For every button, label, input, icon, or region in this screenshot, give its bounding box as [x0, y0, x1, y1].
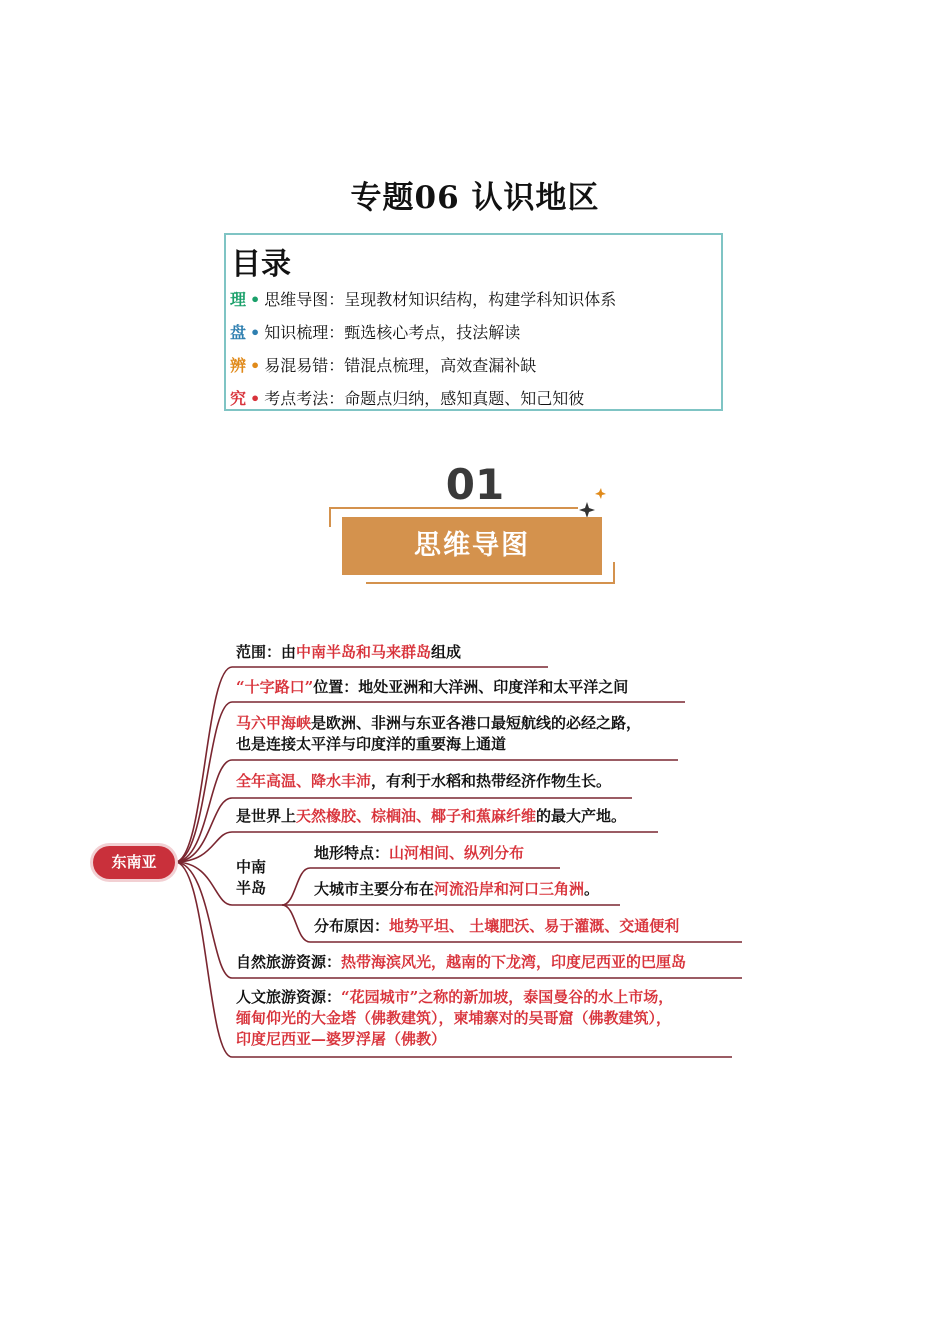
node-highlight: 地势平坦、 土壤肥沃、易于灌溉、交通便利 — [389, 917, 680, 935]
node-peninsula[interactable] — [236, 857, 266, 899]
node-text: 组成 — [431, 643, 462, 661]
node-text: 。 — [584, 880, 600, 898]
toc-key: 盘 — [230, 323, 247, 342]
toc-key: 究 — [230, 389, 247, 408]
node-highlight: 印度尼西亚—婆罗浮屠（佛教） — [236, 1030, 447, 1048]
node-text: 的最大产地。 — [536, 807, 627, 825]
node-highlight: “花园城市”之称的新加坡，泰国曼谷的水上市场， — [341, 988, 674, 1006]
node-terrain[interactable] — [314, 843, 524, 864]
toc-bullet: • — [250, 389, 261, 408]
node-text: 半岛 — [236, 879, 267, 897]
toc-key: 辨 — [230, 356, 247, 375]
node-products[interactable] — [236, 806, 626, 827]
node-reasons[interactable] — [314, 916, 679, 937]
toc-bullet: • — [250, 290, 261, 309]
toc-bullet: • — [250, 356, 261, 375]
toc-item-text: 知识梳理：甄选核心考点，技法解读 — [264, 323, 521, 342]
node-text: 分布原因： — [314, 917, 390, 935]
mindmap-root[interactable]: 东南亚 — [93, 846, 175, 879]
node-text: 也是连接太平洋与印度洋的重要海上通道 — [236, 735, 507, 753]
page-title: 专题06 认识地区 — [350, 180, 600, 216]
toc-key: 理 — [230, 290, 247, 309]
toc-item-text: 易混易错：错混点梳理，高效查漏补缺 — [264, 356, 537, 375]
node-text: 中南 — [236, 858, 267, 876]
node-text: 人文旅游资源： — [236, 988, 342, 1006]
node-highlight: 热带海滨风光，越南的下龙湾，印度尼西亚的巴厘岛 — [341, 953, 687, 971]
node-text: ，有利于水稻和热带经济作物生长。 — [371, 772, 612, 790]
node-text: 是欧洲、非洲与东亚各港口最短航线的必经之路， — [311, 714, 642, 732]
node-highlight: 河流沿岸和河口三角洲 — [434, 880, 585, 898]
node-natural[interactable] — [236, 952, 686, 973]
node-highlight: 山河相间、纵列分布 — [389, 844, 525, 862]
toc-bullet: • — [250, 323, 261, 342]
node-text: 是世界上 — [236, 807, 297, 825]
node-cities[interactable] — [314, 879, 599, 900]
node-range[interactable] — [236, 642, 461, 663]
node-text: 地形特点： — [314, 844, 390, 862]
node-highlight: 缅甸仰光的大金塔（佛教建筑），柬埔寨对的吴哥窟（佛教建筑）， — [236, 1009, 672, 1027]
node-strait[interactable] — [236, 713, 641, 755]
section-banner: 思维导图 — [342, 517, 602, 575]
node-highlight: 天然橡胶、棕榈油、椰子和蕉麻纤维 — [296, 807, 537, 825]
toc-item-text: 考点考法：命题点归纳，感知真题、知己知彼 — [264, 389, 585, 408]
toc-heading: 目录 — [231, 247, 291, 282]
node-climate[interactable] — [236, 771, 611, 792]
toc-item-text: 思维导图：呈现教材知识结构，构建学科知识体系 — [264, 290, 617, 309]
node-position[interactable] — [236, 677, 628, 698]
node-highlight: 全年高温、降水丰沛 — [236, 772, 372, 790]
node-highlight: 马六甲海峡 — [236, 714, 312, 732]
node-text: 自然旅游资源： — [236, 953, 342, 971]
node-cultural[interactable] — [236, 987, 673, 1050]
node-text: 位置：地处亚洲和大洋洲、印度洋和太平洋之间 — [313, 678, 629, 696]
node-text: 大城市主要分布在 — [314, 880, 435, 898]
node-highlight: 中南半岛和马来群岛 — [296, 643, 432, 661]
node-text: 范围：由 — [236, 643, 297, 661]
section-number: 01 — [445, 460, 505, 509]
node-highlight: “十字路口” — [236, 678, 314, 696]
